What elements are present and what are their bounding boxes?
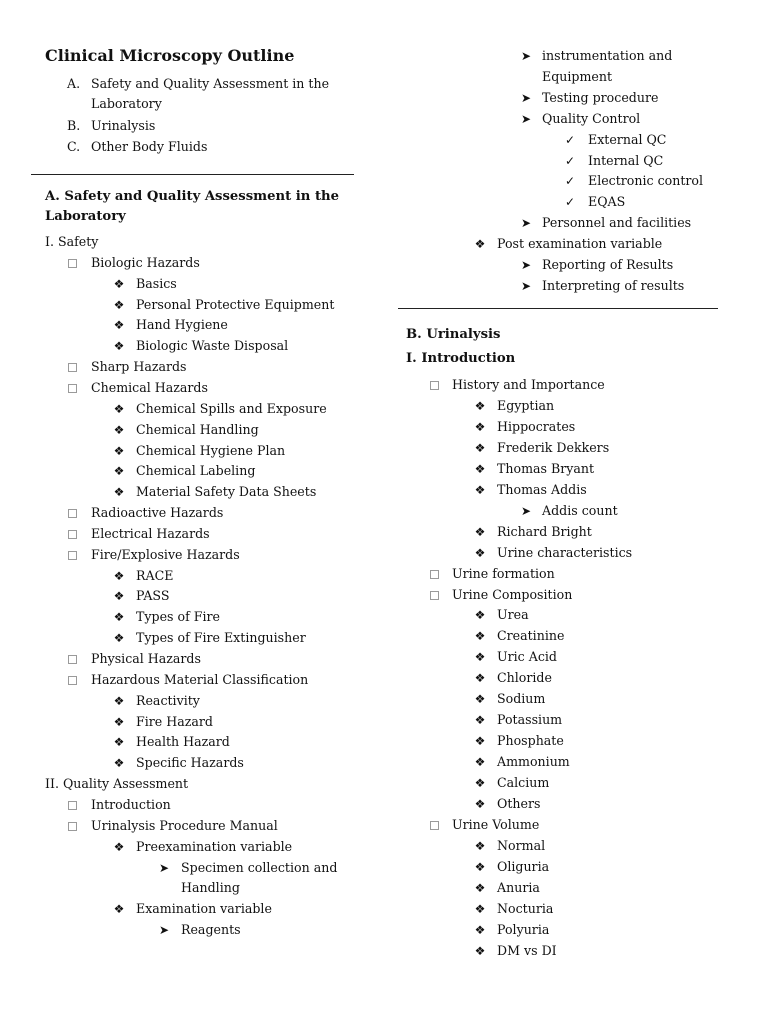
diamond-bullet-icon: ❖ [113, 318, 125, 333]
diamond-bullet-icon: ❖ [474, 901, 486, 916]
empty-box-bullet-icon [68, 551, 77, 560]
diamond-bullet-icon: ❖ [113, 464, 125, 479]
outline-text: Egyptian [497, 397, 555, 413]
diamond-bullet-icon: ❖ [474, 608, 486, 623]
outline-text: External QC [588, 131, 667, 147]
empty-box-bullet-icon [430, 381, 439, 390]
outline-text: Ammonium [497, 754, 570, 770]
outline-text: Biologic Waste Disposal [136, 338, 289, 354]
arrow-bullet-icon: ➤ [520, 258, 532, 272]
outline-text: DM vs DI [497, 942, 557, 958]
outline-text: Thomas Addis [497, 481, 587, 497]
empty-box-bullet-icon [430, 821, 439, 830]
diamond-bullet-icon: ❖ [474, 880, 486, 895]
outline-text: History and Importance [452, 377, 605, 392]
diamond-bullet-icon: ❖ [474, 838, 486, 853]
outline-text: Chemical Spills and Exposure [136, 400, 327, 416]
outline-text: Types of Fire Extinguisher [136, 630, 306, 646]
diamond-bullet-icon: ❖ [474, 524, 486, 539]
diamond-bullet-icon: ❖ [474, 545, 486, 560]
outline-letter: B. [67, 118, 81, 133]
outline-text: Fire Hazard [136, 713, 213, 729]
outline-text: Urinalysis [91, 118, 156, 133]
divider-rule [31, 174, 354, 175]
outline-text: Potassium [497, 712, 563, 728]
outline-text: Chemical Labeling [136, 463, 256, 479]
outline-text: Reporting of Results [542, 257, 674, 272]
outline-text: Urine Volume [452, 816, 540, 832]
outline-letter: A. [67, 76, 81, 91]
check-bullet-icon: ✓ [564, 174, 576, 189]
diamond-bullet-icon: ❖ [113, 902, 125, 917]
outline-text: EQAS [588, 194, 626, 210]
outline-text: Chemical Hazards [91, 379, 208, 395]
empty-box-bullet-icon [68, 530, 77, 539]
outline-text: Handling [181, 880, 240, 896]
outline-text: Physical Hazards [91, 651, 201, 666]
outline-text: Urine formation [452, 565, 555, 581]
outline-text: Sodium [497, 691, 546, 707]
diamond-bullet-icon: ❖ [474, 922, 486, 937]
outline-text: Post examination variable [497, 236, 663, 252]
diamond-bullet-icon: ❖ [474, 650, 486, 665]
diamond-bullet-icon: ❖ [113, 422, 125, 437]
outline-text: Urine characteristics [497, 544, 633, 560]
outline-text: Personnel and facilities [542, 215, 692, 231]
empty-box-bullet-icon [68, 363, 77, 372]
diamond-bullet-icon: ❖ [113, 485, 125, 500]
diamond-bullet-icon: ❖ [113, 276, 125, 291]
outline-text: Chloride [497, 670, 552, 686]
diamond-bullet-icon: ❖ [474, 461, 486, 476]
diamond-bullet-icon: ❖ [474, 776, 486, 791]
outline-text: Electrical Hazards [91, 525, 210, 541]
outline-text: Others [497, 796, 541, 811]
diamond-bullet-icon: ❖ [474, 859, 486, 874]
diamond-bullet-icon: ❖ [474, 755, 486, 770]
outline-text: Laboratory [91, 96, 162, 111]
outline-text: Health Hazard [136, 734, 230, 750]
arrow-bullet-icon: ➤ [520, 278, 532, 293]
outline-text: Uric Acid [497, 649, 557, 665]
outline-text: II. Quality Assessment [45, 776, 189, 792]
outline-text: Examination variable [136, 901, 272, 917]
diamond-bullet-icon: ❖ [474, 419, 486, 434]
outline-text: Nocturia [497, 900, 554, 916]
check-bullet-icon: ✓ [564, 195, 576, 210]
outline-text: Preexamination variable [136, 838, 293, 854]
diamond-bullet-icon: ❖ [474, 671, 486, 686]
diamond-bullet-icon: ❖ [113, 735, 125, 750]
divider-rule [398, 308, 718, 309]
section-a-heading: A. Safety and Quality Assessment in the [45, 189, 340, 204]
outline-text: Specimen collection and [181, 859, 338, 875]
diamond-bullet-icon: ❖ [113, 568, 125, 583]
diamond-bullet-icon: ❖ [113, 693, 125, 708]
outline-text: Other Body Fluids [91, 139, 208, 154]
diamond-bullet-icon: ❖ [474, 237, 486, 252]
diamond-bullet-icon: ❖ [474, 398, 486, 413]
diamond-bullet-icon: ❖ [113, 297, 125, 312]
arrow-bullet-icon: ➤ [520, 49, 532, 63]
arrow-bullet-icon: ➤ [520, 503, 532, 518]
diamond-bullet-icon: ❖ [113, 443, 125, 458]
section-b-subheading: I. Introduction [406, 351, 516, 366]
outline-text: Internal QC [588, 152, 664, 168]
outline-text: Creatinine [497, 628, 565, 644]
outline-text: Biologic Hazards [91, 254, 200, 270]
diamond-bullet-icon: ❖ [474, 943, 486, 958]
outline-text: RACE [136, 567, 174, 583]
outline-text: Hippocrates [497, 418, 576, 434]
outline-text: Chemical Hygiene Plan [136, 442, 286, 458]
outline-text: Safety and Quality Assessment in the [91, 76, 330, 91]
outline-text: Oliguria [497, 858, 550, 874]
empty-box-bullet-icon [68, 509, 77, 518]
diamond-bullet-icon: ❖ [474, 797, 486, 811]
empty-box-bullet-icon [68, 384, 77, 393]
outline-text: Polyuria [497, 921, 550, 937]
arrow-bullet-icon: ➤ [520, 90, 532, 105]
diamond-bullet-icon: ❖ [474, 713, 486, 728]
section-b-heading: B. Urinalysis [406, 327, 501, 342]
diamond-bullet-icon: ❖ [113, 631, 125, 646]
outline-text: Basics [136, 275, 177, 291]
outline-text: Phosphate [497, 733, 564, 749]
outline-text: instrumentation and [542, 48, 673, 63]
diamond-bullet-icon: ❖ [113, 756, 125, 771]
outline-text: Equipment [542, 68, 613, 84]
outline-text: Urine Composition [452, 586, 573, 602]
arrow-bullet-icon: ➤ [158, 860, 170, 875]
outline-text: Hand Hygiene [136, 317, 228, 333]
document-title: Clinical Microscopy Outline [45, 46, 295, 65]
outline-text: Introduction [91, 796, 171, 812]
outline-letter: C. [67, 139, 81, 154]
outline-text: Types of Fire [136, 609, 220, 625]
diamond-bullet-icon: ❖ [474, 440, 486, 455]
check-bullet-icon: ✓ [564, 153, 576, 168]
empty-box-bullet-icon [68, 655, 77, 664]
outline-text: Urinalysis Procedure Manual [91, 817, 278, 833]
outline-text: Fire/Explosive Hazards [91, 546, 240, 562]
outline-text: Specific Hazards [136, 755, 244, 771]
outline-text: Sharp Hazards [91, 359, 187, 375]
diamond-bullet-icon: ❖ [113, 339, 125, 354]
diamond-bullet-icon: ❖ [113, 714, 125, 729]
outline-text: I. Safety [45, 234, 99, 249]
empty-box-bullet-icon [430, 570, 439, 579]
diamond-bullet-icon: ❖ [113, 839, 125, 854]
section-a-heading-cont: Laboratory [45, 209, 126, 224]
outline-text: Calcium [497, 775, 550, 791]
diamond-bullet-icon: ❖ [113, 589, 125, 604]
empty-box-bullet-icon [68, 822, 77, 831]
outline-text: Chemical Handling [136, 421, 259, 437]
outline-text: Frederik Dekkers [497, 439, 610, 455]
diamond-bullet-icon: ❖ [474, 734, 486, 749]
empty-box-bullet-icon [68, 259, 77, 268]
outline-text: Urea [497, 607, 529, 623]
empty-box-bullet-icon [68, 801, 77, 810]
outline-text: Reactivity [136, 692, 200, 708]
diamond-bullet-icon: ❖ [474, 482, 486, 497]
check-bullet-icon: ✓ [564, 132, 576, 147]
outline-text: Electronic control [588, 173, 704, 189]
outline-text: Thomas Bryant [497, 460, 595, 476]
diamond-bullet-icon: ❖ [113, 610, 125, 625]
diamond-bullet-icon: ❖ [474, 629, 486, 644]
outline-text: PASS [136, 588, 170, 604]
outline-text: Testing procedure [542, 89, 659, 105]
arrow-bullet-icon: ➤ [520, 216, 532, 231]
outline-text: Material Safety Data Sheets [136, 484, 317, 500]
empty-box-bullet-icon [68, 676, 77, 685]
outline-text: Quality Control [542, 110, 641, 126]
arrow-bullet-icon: ➤ [520, 111, 532, 126]
outline-text: Anuria [497, 879, 540, 895]
diamond-bullet-icon: ❖ [113, 401, 125, 416]
outline-text: Radioactive Hazards [91, 505, 224, 521]
outline-text: Normal [497, 837, 546, 853]
outline-text: Hazardous Material Classification [91, 671, 309, 687]
diamond-bullet-icon: ❖ [474, 692, 486, 707]
outline-text: Addis count [542, 502, 618, 518]
arrow-bullet-icon: ➤ [158, 923, 170, 938]
outline-text: Richard Bright [497, 523, 592, 539]
outline-text: Personal Protective Equipment [136, 296, 335, 312]
outline-text: Interpreting of results [542, 277, 685, 293]
outline-text: Reagents [181, 922, 241, 938]
empty-box-bullet-icon [430, 591, 439, 600]
